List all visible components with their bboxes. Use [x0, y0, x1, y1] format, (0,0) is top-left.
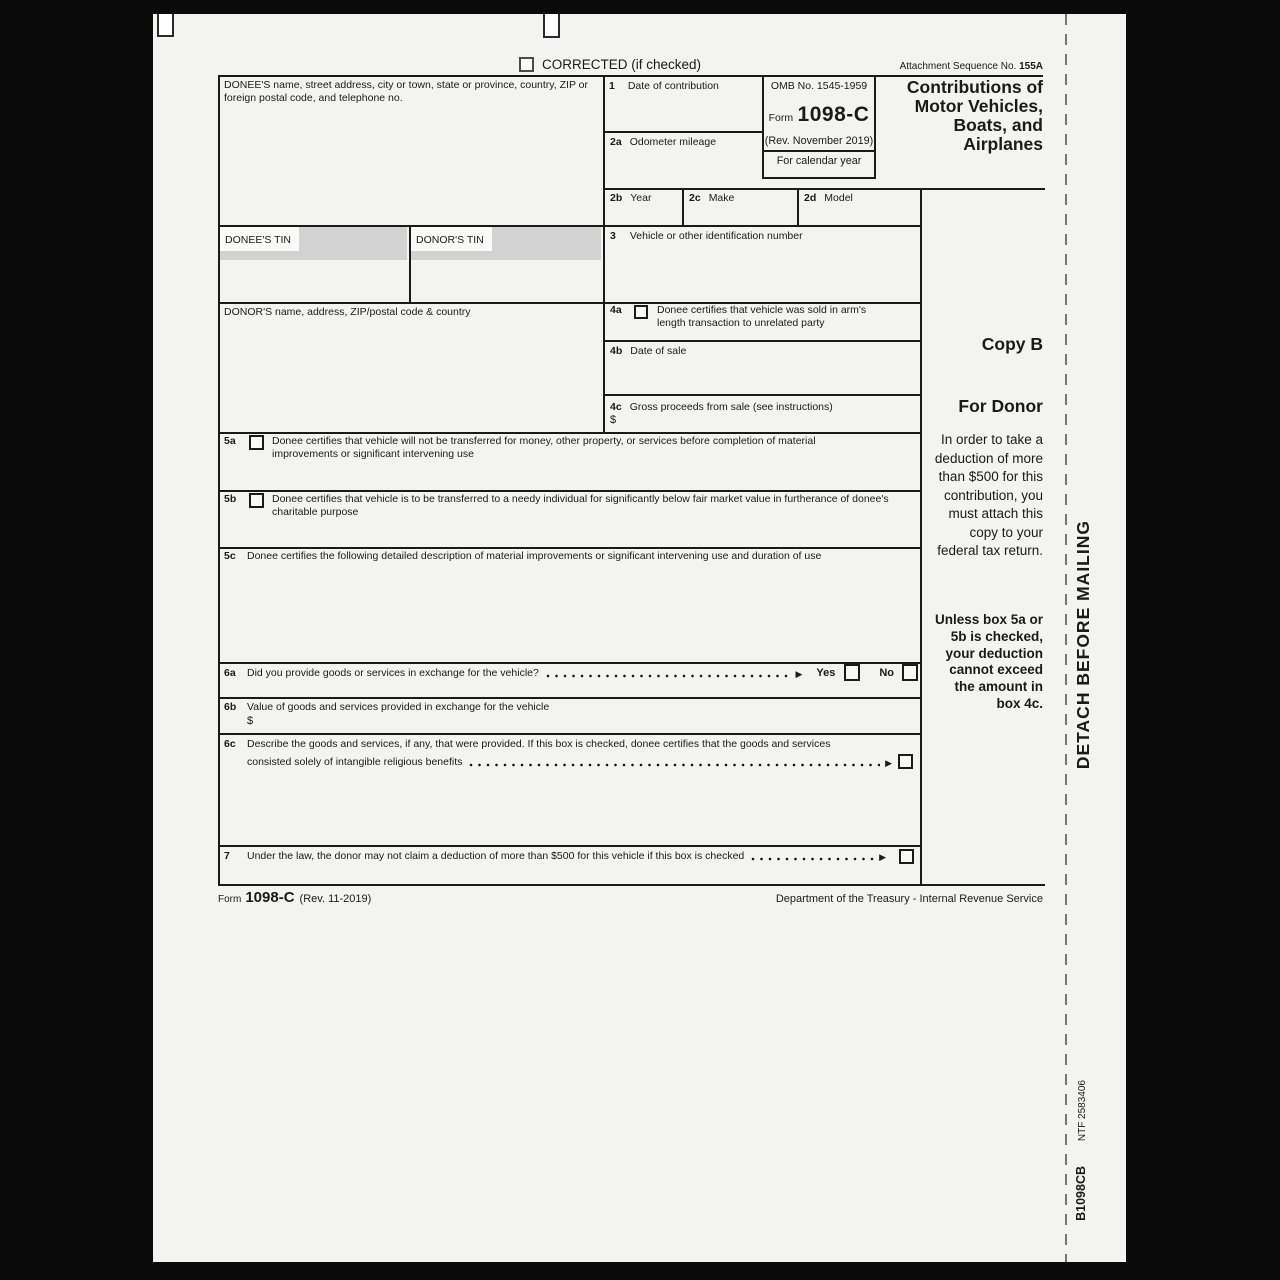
box-4a-number: 4a — [610, 304, 622, 316]
footer-revision: (Rev. 11-2019) — [299, 893, 372, 905]
form-border-line — [218, 432, 922, 434]
box-4c-label: Gross proceeds from sale (see instructions) — [629, 401, 833, 413]
box-6c-line1: Describe the goods and services, if any, that were provided. If this box is checked, donee certifies that the goods and services — [247, 738, 831, 750]
box-6c-line2: consisted solely of intangible religious benefits — [247, 756, 463, 768]
form-title-line: Boats, and — [953, 115, 1043, 135]
attachment-sequence-label: Attachment Sequence No. — [899, 61, 1017, 72]
box-4a-label: Donee certifies that vehicle was sold in arm's length transaction to unrelated party — [657, 304, 867, 329]
form-border-line — [682, 188, 684, 227]
dotted-leader — [544, 667, 791, 680]
box-6a-no-checkbox[interactable] — [902, 664, 918, 681]
box-2d-label: Model — [824, 192, 853, 204]
form-title-line: Motor Vehicles, — [914, 96, 1043, 116]
donor-name-label: DONOR'S name, address, ZIP/postal code & country — [224, 306, 471, 318]
calendar-year-label: For calendar year — [776, 155, 862, 167]
box-6c-describe-goods — [224, 738, 918, 751]
box-4b-number: 4b — [610, 345, 623, 357]
dotted-leader — [749, 850, 874, 863]
box-5b-certification — [224, 493, 918, 519]
box-2d-number: 2d — [804, 192, 817, 204]
box-1-number: 1 — [609, 80, 615, 92]
dotted-leader — [467, 756, 880, 769]
box-2a-number: 2a — [610, 136, 622, 148]
box-7-deduction-limit — [224, 848, 914, 864]
form-border-line — [218, 733, 922, 735]
box-4c-gross-proceeds — [610, 401, 833, 414]
form-word: Form — [768, 112, 794, 124]
box-2b-year — [610, 192, 651, 205]
box-5a-checkbox[interactable] — [249, 435, 264, 450]
form-border-line — [603, 188, 1045, 190]
box-1-date-of-contribution — [609, 80, 719, 93]
box-4a-checkbox[interactable] — [634, 305, 648, 319]
arrow-right-icon: ▶ — [879, 852, 886, 862]
form-paper — [153, 14, 1126, 1262]
form-title — [868, 78, 1043, 154]
box-5b-label: Donee certifies that vehicle is to be transferred to a needy individual for significantly below fair market value in furtherance of donee's charitable purpose — [272, 493, 889, 518]
form-border-line — [218, 697, 922, 699]
box-6c-checkbox[interactable] — [898, 754, 913, 769]
arrow-right-icon: ▶ — [795, 669, 803, 679]
box-4c-number: 4c — [610, 401, 622, 413]
paper-notch-center — [543, 14, 560, 38]
form-number: 1098-C — [797, 103, 870, 126]
form-number-block — [764, 103, 874, 127]
product-code: B1098CB — [1074, 1166, 1088, 1221]
donor-tin-label: DONOR'S TIN — [411, 227, 492, 251]
box-5a-certification — [224, 435, 918, 461]
box-5c-label: Donee certifies the following detailed description of material improvements or significant intervening use and duration of use — [247, 550, 822, 562]
form-border-line — [603, 75, 605, 434]
box-6a-yes-label: Yes — [816, 667, 836, 679]
box-5a-number: 5a — [224, 435, 236, 447]
footer-form-word: Form — [218, 894, 242, 905]
paper-notch-left — [157, 14, 174, 37]
deduction-limit-note: Unless box 5a or 5b is checked, your deduction cannot exceed the amount in box 4c. — [934, 612, 1043, 711]
form-revision: (Rev. November 2019) — [764, 135, 874, 147]
donor-instructions: In order to take a deduction of more than $500 for this contribution, you must attach this copy to your federal tax return. — [934, 432, 1043, 558]
box-4a-arms-length — [610, 304, 900, 330]
box-6b-dollar-sign: $ — [247, 715, 254, 727]
box-7-label: Under the law, the donor may not claim a deduction of more than $500 for this vehicle if this box is checked — [247, 850, 745, 862]
arrow-right-icon: ▶ — [885, 758, 892, 768]
form-border-line — [218, 490, 922, 492]
form-border-line — [218, 845, 922, 847]
box-6a-goods-services-question — [224, 664, 918, 681]
box-6a-number: 6a — [224, 667, 236, 679]
donee-name-entry-area[interactable] — [224, 106, 594, 221]
box-3-vin — [610, 230, 803, 243]
box-2b-label: Year — [630, 192, 652, 204]
form-border-line — [218, 225, 922, 227]
form-border-line — [218, 75, 220, 886]
box-4b-label: Date of sale — [630, 345, 687, 357]
box-6b-number: 6b — [224, 701, 237, 713]
for-donor-label: For Donor — [958, 396, 1043, 416]
box-7-checkbox[interactable] — [899, 849, 914, 864]
box-2b-number: 2b — [610, 192, 623, 204]
box-1-label: Date of contribution — [627, 80, 719, 92]
donee-name-label: DONEE'S name, street address, city or town, state or province, country, ZIP or foreign postal code, and telephone no. — [224, 79, 589, 104]
donor-name-entry-area[interactable] — [224, 324, 594, 424]
ntf-code: NTF 2583406 — [1077, 1080, 1088, 1142]
form-title-line: Airplanes — [963, 134, 1043, 154]
box-5c-number: 5c — [224, 550, 236, 562]
donee-tin-label: DONEE'S TIN — [220, 227, 299, 251]
box-6a-yes-checkbox[interactable] — [844, 664, 860, 681]
box-4b-date-of-sale — [610, 345, 686, 358]
box-2d-model — [804, 192, 853, 205]
box-6a-no-label: No — [879, 667, 894, 679]
box-2c-label: Make — [708, 192, 735, 204]
box-6c-religious-benefits-row — [247, 754, 913, 770]
form-border-line — [603, 394, 922, 396]
form-title-line: Contributions of — [906, 77, 1043, 97]
copy-b-label: Copy B — [981, 334, 1043, 354]
form-border-line — [603, 340, 922, 342]
form-border-line — [762, 150, 876, 152]
box-3-number: 3 — [610, 230, 616, 242]
box-5c-description — [224, 550, 918, 563]
box-6c-entry-area[interactable] — [224, 774, 914, 842]
box-6b-label: Value of goods and services provided in exchange for the vehicle — [247, 701, 550, 713]
box-6c-number: 6c — [224, 738, 236, 750]
corrected-checkbox[interactable] — [519, 57, 534, 72]
box-5a-label: Donee certifies that vehicle will not be transferred for money, other property, or services before completion of material improvements or significant intervening use — [272, 435, 816, 460]
box-5b-number: 5b — [224, 493, 237, 505]
form-border-line — [762, 177, 876, 179]
box-2a-label: Odometer mileage — [629, 136, 717, 148]
footer-form-number: 1098-C — [245, 889, 295, 906]
box-2c-number: 2c — [689, 192, 701, 204]
box-2a-odometer — [610, 136, 716, 149]
box-5b-checkbox[interactable] — [249, 493, 264, 508]
attachment-sequence-number: 155A — [1019, 61, 1043, 72]
detach-before-mailing-label: DETACH BEFORE MAILING — [1073, 520, 1093, 770]
omb-number: OMB No. 1545-1959 — [770, 80, 868, 92]
box-6b-value-of-goods — [224, 701, 549, 714]
footer-form-id — [218, 889, 371, 906]
form-border-line — [920, 188, 922, 886]
attachment-sequence — [900, 61, 1043, 72]
box-5c-entry-area[interactable] — [224, 566, 914, 658]
box-4c-dollar-sign: $ — [610, 414, 617, 426]
box-3-label: Vehicle or other identification number — [629, 230, 803, 242]
corrected-label: CORRECTED (if checked) — [542, 57, 702, 72]
form-border-line — [797, 188, 799, 227]
box-7-number: 7 — [224, 850, 230, 862]
box-6a-label: Did you provide goods or services in exchange for the vehicle? — [247, 667, 539, 679]
footer-department: Department of the Treasury - Internal Revenue Service — [775, 893, 1043, 905]
perforation-dashed-line — [1065, 14, 1067, 1262]
form-border-line — [603, 131, 764, 133]
form-border-line — [218, 547, 922, 549]
box-2c-make — [689, 192, 734, 205]
